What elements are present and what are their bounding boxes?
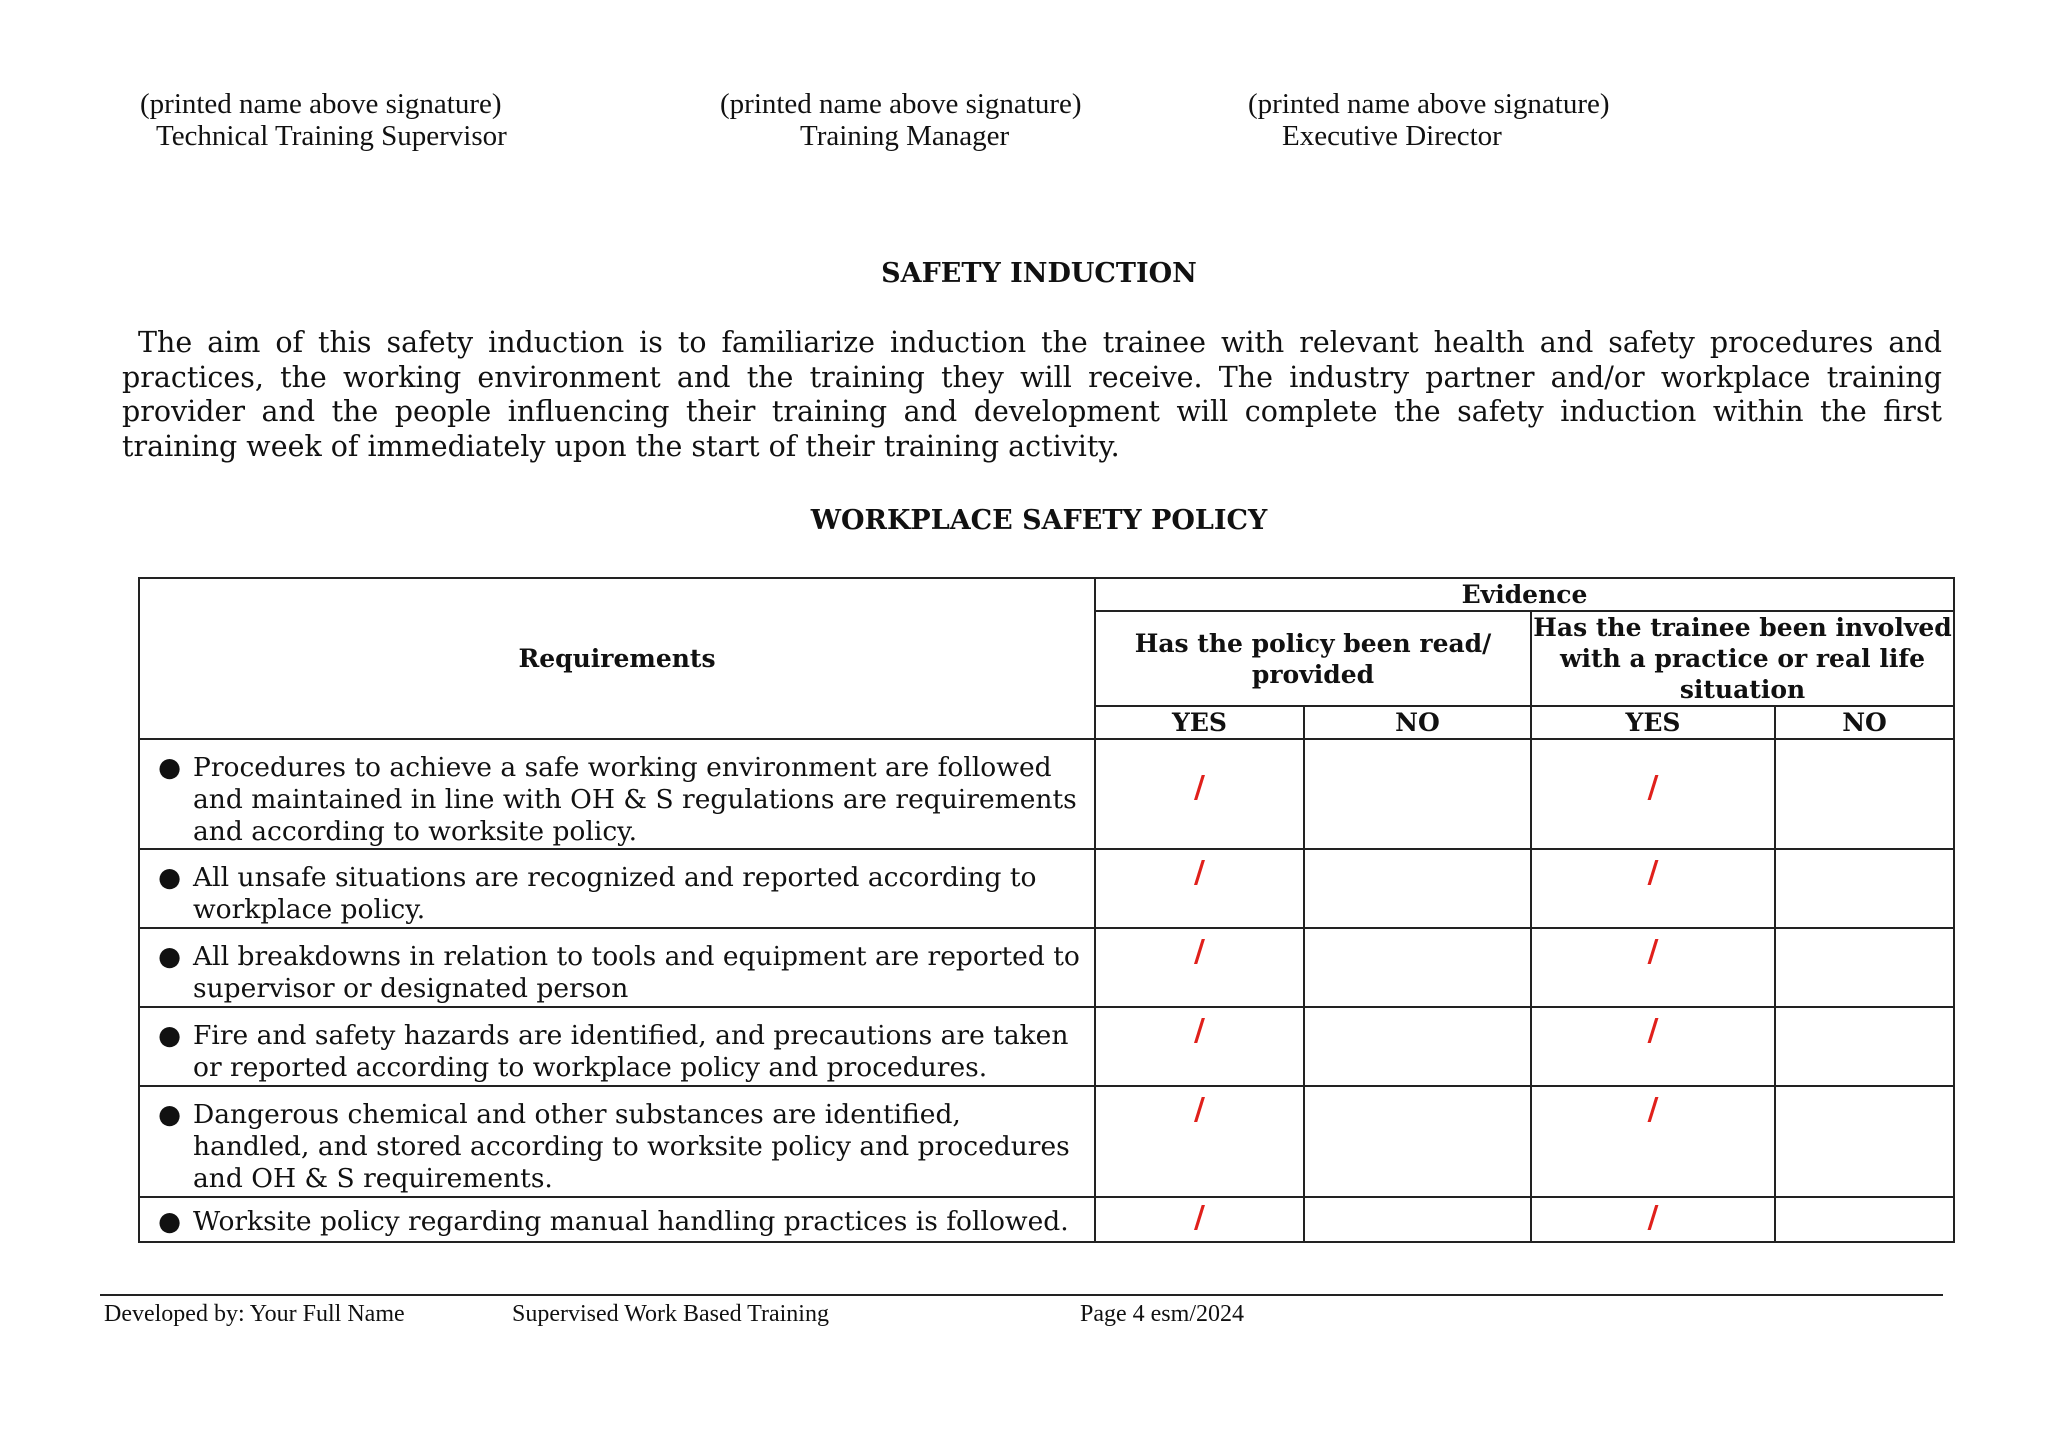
signature-role: Technical Training Supervisor xyxy=(156,120,507,152)
signature-block-training-manager xyxy=(720,88,1082,152)
signature-caption: (printed name above signature) xyxy=(1248,88,1610,120)
table-row xyxy=(139,1197,1954,1242)
trainee-involved-header: Has the trainee been involved with a practice or real life situation xyxy=(1531,611,1954,706)
footer-divider xyxy=(100,1294,1943,1296)
bullet-icon: ● xyxy=(158,941,182,972)
requirement-text: All breakdowns in relation to tools and equipment are reported to supervisor or designated person xyxy=(193,941,1080,1004)
involved-yes-cell[interactable]: / xyxy=(1531,1086,1775,1197)
requirement-text: All unsafe situations are recognized and reported according to workplace policy. xyxy=(193,862,1037,925)
signature-role: Training Manager xyxy=(800,120,1010,152)
bullet-icon: ● xyxy=(158,1020,182,1051)
evidence-header: Evidence xyxy=(1095,578,1954,611)
safety-induction-intro: The aim of this safety induction is to familiarize induction the trainee with relevant health and safety procedures and practices, the working environment and the training they will receive. The industry partner and/or workplace training provider and the people influencing their training and development will complete the safety induction within the first training week of immediately upon the start of their training activity. xyxy=(122,326,1942,463)
involved-yes-cell[interactable]: / xyxy=(1531,928,1775,1007)
safety-induction-title: SAFETY INDUCTION xyxy=(881,258,1197,289)
requirement-text: Fire and safety hazards are identified, and precautions are taken or reported according to workplace policy and procedures. xyxy=(193,1020,1069,1083)
read-yes-cell[interactable]: / xyxy=(1095,1086,1304,1197)
footer-page-number: Page 4 esm/2024 xyxy=(1080,1301,1244,1327)
table-row xyxy=(139,1007,1954,1086)
signature-block-technical-supervisor xyxy=(140,88,507,152)
footer-course-title: Supervised Work Based Training xyxy=(512,1301,829,1327)
requirement-cell xyxy=(139,849,1095,928)
involved-no-cell[interactable] xyxy=(1775,1197,1954,1242)
involved-no-cell[interactable] xyxy=(1775,928,1954,1007)
requirement-cell xyxy=(139,1197,1095,1242)
read-no-header: NO xyxy=(1304,706,1531,739)
involved-yes-cell[interactable]: / xyxy=(1531,849,1775,928)
requirement-cell xyxy=(139,928,1095,1007)
read-no-cell[interactable] xyxy=(1304,928,1531,1007)
read-yes-cell[interactable]: / xyxy=(1095,928,1304,1007)
footer-developed-by: Developed by: Your Full Name xyxy=(104,1301,405,1327)
bullet-icon: ● xyxy=(158,862,182,893)
table-row xyxy=(139,849,1954,928)
signature-block-executive-director xyxy=(1248,88,1610,152)
read-yes-header: YES xyxy=(1095,706,1304,739)
table-row xyxy=(139,928,1954,1007)
bullet-icon: ● xyxy=(158,1206,182,1237)
involved-no-header: NO xyxy=(1775,706,1954,739)
signature-caption: (printed name above signature) xyxy=(720,88,1082,120)
requirement-text: Dangerous chemical and other substances are identified, handled, and stored according to worksite policy and procedures and OH & S requirements. xyxy=(193,1099,1070,1194)
read-no-cell[interactable] xyxy=(1304,739,1531,849)
workplace-safety-policy-title: WORKPLACE SAFETY POLICY xyxy=(810,505,1268,536)
involved-yes-header: YES xyxy=(1531,706,1775,739)
involved-no-cell[interactable] xyxy=(1775,1007,1954,1086)
involved-yes-cell[interactable]: / xyxy=(1531,1007,1775,1086)
table-row xyxy=(139,739,1954,849)
involved-no-cell[interactable] xyxy=(1775,739,1954,849)
safety-policy-table xyxy=(138,577,1955,1243)
requirement-text: Worksite policy regarding manual handling practices is followed. xyxy=(193,1206,1069,1237)
involved-no-cell[interactable] xyxy=(1775,1086,1954,1197)
read-no-cell[interactable] xyxy=(1304,1086,1531,1197)
involved-yes-cell[interactable]: / xyxy=(1531,739,1775,849)
bullet-icon: ● xyxy=(158,1099,182,1130)
involved-no-cell[interactable] xyxy=(1775,849,1954,928)
policy-read-header: Has the policy been read/ provided xyxy=(1095,611,1531,706)
read-yes-cell[interactable]: / xyxy=(1095,849,1304,928)
requirements-header: Requirements xyxy=(139,578,1095,739)
read-no-cell[interactable] xyxy=(1304,1007,1531,1086)
requirement-cell xyxy=(139,1007,1095,1086)
read-no-cell[interactable] xyxy=(1304,1197,1531,1242)
bullet-icon: ● xyxy=(158,752,182,783)
read-yes-cell[interactable]: / xyxy=(1095,739,1304,849)
involved-yes-cell[interactable]: / xyxy=(1531,1197,1775,1242)
signature-caption: (printed name above signature) xyxy=(140,88,502,120)
requirement-text: Procedures to achieve a safe working environment are followed and maintained in line with OH & S regulations are requirements and according to worksite policy. xyxy=(193,752,1077,847)
requirement-cell xyxy=(139,739,1095,849)
read-yes-cell[interactable]: / xyxy=(1095,1007,1304,1086)
requirement-cell xyxy=(139,1086,1095,1197)
table-row xyxy=(139,1086,1954,1197)
read-no-cell[interactable] xyxy=(1304,849,1531,928)
read-yes-cell[interactable]: / xyxy=(1095,1197,1304,1242)
signature-role: Executive Director xyxy=(1282,120,1502,152)
